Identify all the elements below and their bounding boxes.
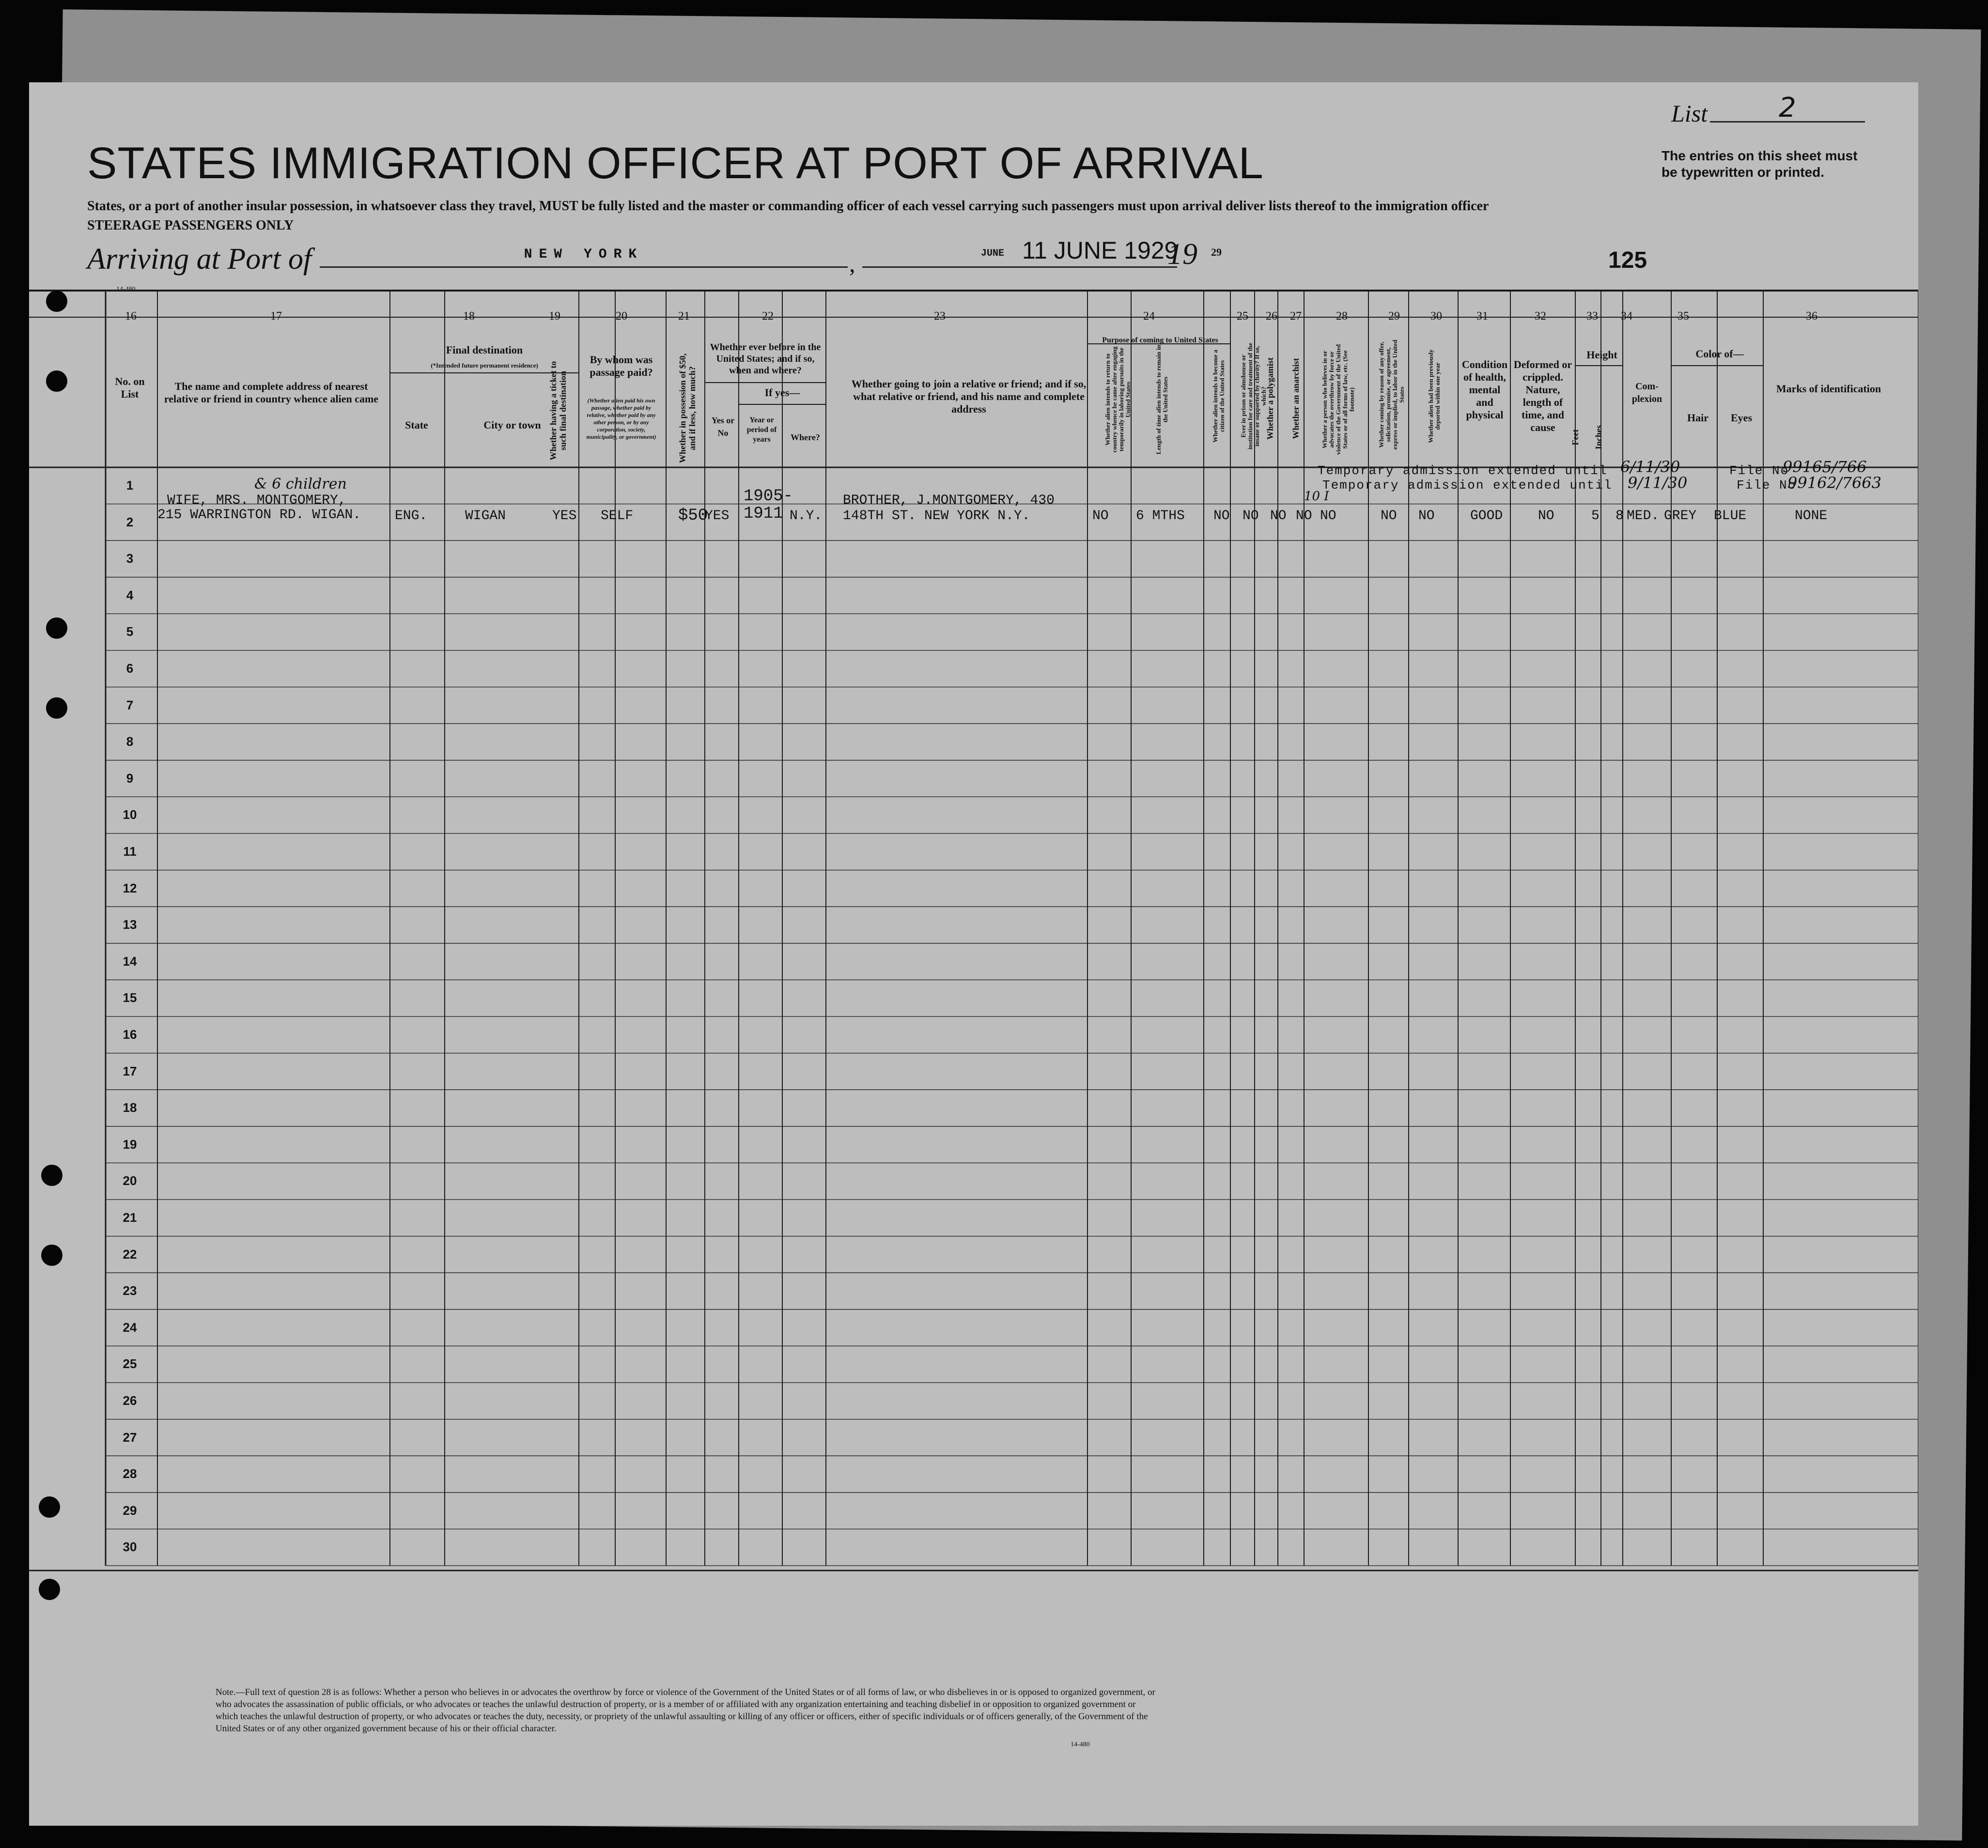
row-number: 30 [123, 1540, 137, 1555]
hair-value: GREY [1664, 508, 1697, 524]
citizen-intent-value: NO [1213, 508, 1230, 524]
col-num-29: 29 [1388, 310, 1400, 323]
row-number: 20 [123, 1173, 137, 1188]
header-if-yes: If yes— [764, 386, 800, 399]
page-title: STATES IMMIGRATION OFFICER AT PORT OF ARRIVAL [87, 139, 1264, 188]
header-where: Where? [791, 432, 820, 442]
row-number: 10 [123, 807, 137, 822]
header-eyes: Eyes [1731, 412, 1752, 424]
length-of-stay-value: 6 MTHS [1136, 508, 1185, 524]
col-num-25: 25 [1237, 310, 1248, 323]
ticket-value: YES [552, 508, 577, 524]
deported-value: NO [1418, 508, 1435, 524]
destination-state: ENG. [395, 508, 428, 524]
row-number: 17 [123, 1063, 137, 1078]
row-number: 24 [123, 1320, 137, 1335]
extension-stamp-1: Temporary admission extended until [1318, 463, 1608, 478]
header-anarchist: Whether an anarchist [1291, 358, 1301, 439]
complexion-value: MED. [1627, 508, 1660, 524]
eyes-value: BLUE [1714, 508, 1747, 524]
list-number: 2 [1710, 92, 1865, 123]
health-value: GOOD [1470, 508, 1503, 524]
header-hair: Hair [1687, 412, 1708, 424]
binder-hole [41, 1165, 62, 1186]
polygamist-value: NO [1270, 508, 1287, 524]
manifest-grid [29, 82, 1918, 1826]
col-num-32: 32 [1535, 310, 1546, 323]
binder-hole [39, 1496, 60, 1518]
col-num-19: 19 [549, 310, 560, 323]
col-num-23: 23 [934, 310, 946, 323]
extension-file-label-1: File No [1729, 463, 1789, 478]
extension-file-no-2: 99162/7663 [1787, 474, 1882, 492]
row-number: 28 [123, 1466, 137, 1481]
header-passage-note: (Whether alien paid his own passage, whether paid by relative, whether paid by any other person, or by any corporation, society, municipality, or government) [586, 397, 656, 440]
joining-line-1: BROTHER, J.MONTGOMERY, 430 [843, 493, 1055, 508]
row-number: 21 [123, 1210, 137, 1225]
header-deported: Whether alien had been previously deported within one year [1427, 349, 1441, 443]
row-number: 7 [126, 697, 134, 712]
contract-labor-value: NO [1381, 508, 1397, 524]
header-prison: Ever in prison or almshouse or institution for care and treatment of the insane or supported by charity? If so, which? [1240, 342, 1267, 450]
deformed-value: NO [1538, 508, 1554, 524]
header-health: Condition of health, mental and physical [1461, 358, 1508, 421]
col-num-18: 18 [463, 310, 475, 323]
header-citizen: Whether alien intends to become a citizen of the United States [1211, 350, 1226, 443]
row-number: 26 [123, 1393, 137, 1408]
binder-hole [46, 697, 67, 719]
header-ever-before: Whether ever before in the United States; and if so, when and where? [710, 342, 821, 376]
row-number: 15 [123, 990, 137, 1005]
row-number: 29 [123, 1503, 137, 1518]
binder-hole [46, 370, 67, 392]
list-label: List [1671, 100, 1708, 127]
extension-file-no-1: 99165/766 [1783, 458, 1867, 476]
col-num-16: 16 [125, 310, 137, 323]
row-number: 4 [126, 587, 134, 602]
footer-form-number: 14-480 [1071, 1741, 1090, 1748]
years-from: 1905- [744, 487, 793, 506]
paid-by-value: SELF [601, 508, 634, 524]
header-state: State [405, 419, 428, 431]
relative-line-2: 215 WARRINGTON RD. WIGAN. [157, 508, 361, 523]
row-number: 23 [123, 1283, 137, 1298]
row-number: 11 [123, 844, 137, 859]
col-num-33: 33 [1586, 310, 1598, 323]
port-value: NEW YORK [524, 247, 644, 262]
header-complexion: Com-plexion [1631, 381, 1662, 404]
binder-hole [46, 617, 67, 639]
row-number: 3 [126, 551, 134, 566]
height-inches-value: 8 [1615, 508, 1624, 524]
comma: , [849, 250, 855, 277]
col-num-30: 30 [1430, 310, 1442, 323]
binder-hole [39, 1579, 60, 1600]
row-number: 22 [123, 1247, 137, 1262]
header-marks: Marks of identification [1776, 383, 1881, 395]
years-to: 1911 [744, 505, 783, 523]
extension-stamp-2: Temporary admission extended until [1322, 478, 1613, 493]
joining-line-2: 148TH ST. NEW YORK N.Y. [843, 508, 1030, 524]
instruction-note: The entries on this sheet must be typewritten or printed. [1662, 148, 1858, 180]
row-number: 25 [123, 1356, 137, 1371]
passenger-class: STEERAGE PASSENGERS ONLY [87, 218, 294, 233]
header-polygamist: Whether a polygamist [1265, 357, 1275, 440]
q28-value: NO [1320, 508, 1336, 524]
extension-date-1: 6/11/30 [1620, 458, 1680, 476]
date-stamp-small: JUNE [981, 248, 1005, 259]
handwritten-children-note: & 6 children [254, 476, 347, 493]
page-number: 125 [1608, 247, 1647, 273]
subtitle: States, or a port of another insular possession, in whatsoever class they travel, MUST be fully listed and the master or commanding officer of each vessel carrying such passengers must upon arrival deliver lists thereof to the immigration officer [87, 199, 1489, 214]
header-contract-labor: Whether coming by reason of any offer, solicitation, promise, or agreement, express or implied, to labor in the United States [1378, 339, 1405, 450]
row-number: 18 [123, 1100, 137, 1115]
anarchist-value: NO [1296, 508, 1312, 524]
row-number: 27 [123, 1430, 137, 1445]
money-value: $50 [678, 507, 708, 525]
header-final-destination-note: (*Intended future permanent residence) [431, 362, 538, 369]
col-num-17: 17 [270, 310, 282, 323]
binder-hole [41, 1245, 62, 1266]
return-intent-value: NO [1092, 508, 1109, 524]
destination-city: WIGAN [465, 508, 506, 524]
col-num-34: 34 [1621, 310, 1632, 323]
col-num-28: 28 [1336, 310, 1348, 323]
header-passage-paid: By whom was passage paid? [590, 354, 653, 378]
footnote-q28: Note.—Full text of question 28 is as follows: Whether a person who believes in or advocates the overthrow by force or violence of the Government of the United States or of all forms of law, or who disbelieves in or is opposed to organized government, or who advocates the assassination of public officials, or who advocates or teaches the unlawful destruction of property, or is a member of or affiliated with any organization entertaining and teaching disbelief in or opposition to organized government or which teaches the unlawful destruction of property, or who advocates or teaches the duty, necessity, or propriety of the unlawful assaulting or killing of any officer or officers, either of specific individuals or of officers generally, of the Government of the United States or of any other organized government because of his or their official character. [216, 1687, 1155, 1734]
extension-date-2: 9/11/30 [1628, 474, 1688, 492]
extension-file-label-2: File No [1737, 478, 1797, 493]
col-num-36: 36 [1806, 310, 1817, 323]
handwritten-mark: 10 I [1304, 489, 1329, 504]
header-color-of: Color of— [1695, 348, 1744, 360]
before-in-us-value: YES [705, 508, 730, 524]
header-height: Height [1586, 349, 1617, 361]
row-number: 9 [126, 770, 134, 785]
date-stamp: 11 JUNE 1929 [1022, 237, 1178, 264]
header-q28: Whether a person who believes in or advocates the overthrow by force or violence of the Government of the United States or of all forms of law, etc. (See footnote) [1321, 344, 1355, 455]
col-num-26: 26 [1266, 310, 1277, 323]
header-inches: Inches [1594, 425, 1603, 450]
arriving-label: Arriving at Port of [87, 243, 312, 276]
header-city: City or town [483, 419, 541, 431]
header-joining: Whether going to join a relative or friend; and if so, what relative or friend, and his name and complete address [851, 378, 1087, 415]
header-feet: Feet [1570, 429, 1580, 446]
header-final-destination: Final destination [446, 344, 523, 356]
height-feet-value: 5 [1591, 508, 1600, 524]
header-ticket: Whether having a ticket to such final destination [548, 361, 568, 461]
header-yes-no: Yes or No [711, 416, 735, 438]
header-money: Whether in possession of $50, and if less, how much? [678, 353, 697, 463]
row-number: 12 [123, 880, 137, 895]
header-length-stay: Length of time alien intends to remain in the United States [1155, 344, 1169, 455]
row-number: 2 [126, 514, 134, 529]
col-num-24: 24 [1143, 310, 1155, 323]
header-purpose: Purpose of coming to United States [1102, 336, 1218, 344]
relative-line-1: WIFE, MRS. MONTGOMERY, [167, 493, 346, 508]
row-number: 16 [123, 1027, 137, 1042]
row-number: 6 [126, 661, 134, 676]
marks-value: NONE [1795, 508, 1828, 524]
header-no-on-list: No. on List [115, 375, 145, 400]
row-number: 19 [123, 1137, 137, 1152]
form-number: 14-480 [116, 286, 136, 293]
header-nearest-relative: The name and complete address of nearest relative or friend in country whence alien came [164, 380, 379, 405]
col-num-31: 31 [1476, 310, 1488, 323]
col-num-27: 27 [1290, 310, 1302, 323]
binder-hole [46, 291, 67, 312]
header-return-intent: Whether alien intends to return to country whence he came after engaging temporarily in laboring pursuits in the United States [1104, 346, 1132, 453]
col-num-20: 20 [616, 310, 627, 323]
where-value: N.Y. [790, 508, 823, 524]
col-num-22: 22 [762, 310, 774, 323]
header-deformed: Deformed or crippled. Nature, length of time, and cause [1513, 358, 1572, 433]
col-num-35: 35 [1677, 310, 1689, 323]
year-prefix: 19 [1167, 238, 1197, 271]
manifest-page [29, 82, 1918, 1826]
row-number: 8 [126, 734, 134, 749]
row-number: 1 [126, 478, 134, 493]
row-number: 5 [126, 624, 134, 639]
prison-value: NO [1242, 508, 1259, 524]
row-number: 14 [123, 954, 137, 969]
col-num-21: 21 [678, 310, 690, 323]
year-suffix: 29 [1211, 246, 1222, 258]
header-year: Year or period of years [746, 416, 777, 444]
row-number: 13 [123, 917, 137, 932]
